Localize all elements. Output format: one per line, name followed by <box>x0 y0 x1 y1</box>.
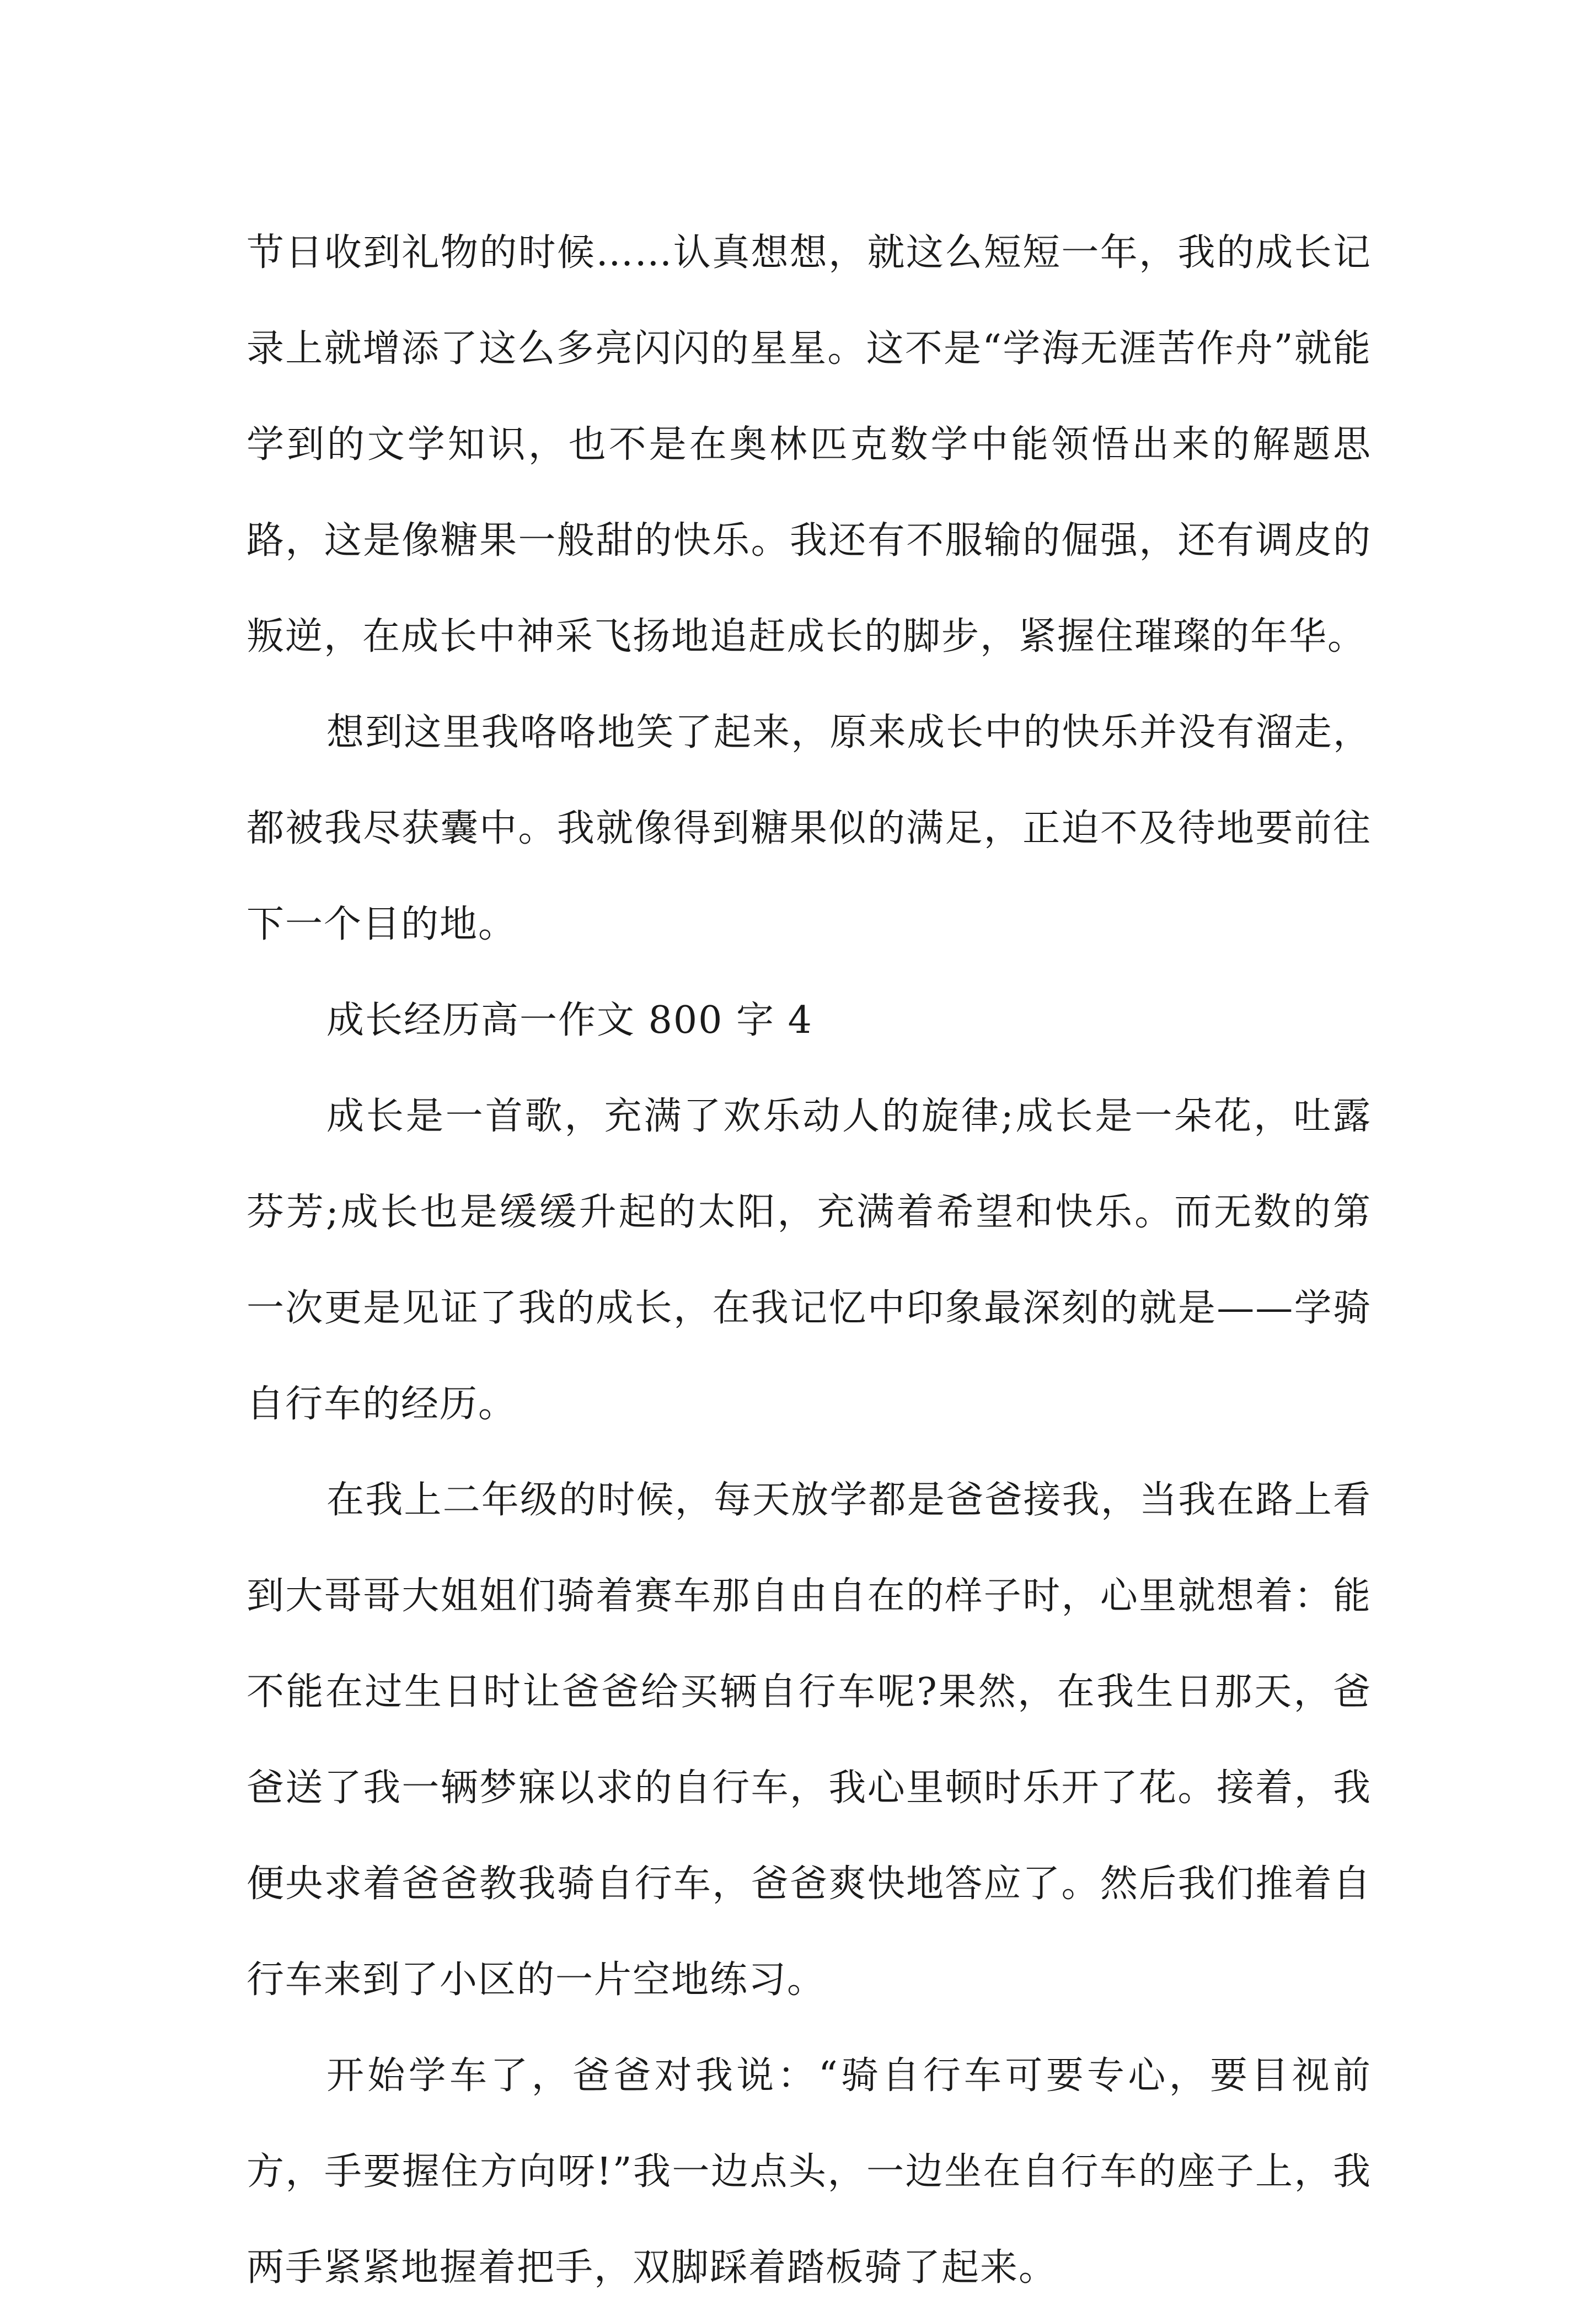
paragraph-laughing: 想到这里我咯咯地笑了起来，原来成长中的快乐并没有溜走，都被我尽获囊中。我就像得到糖果似的满足，正迫不及待地要前往下一个目的地。 <box>247 711 1372 946</box>
paragraph-second-grade: 在我上二年级的时候，每天放学都是爸爸接我，当我在路上看到大哥哥大姐姐们骑着赛车那自由自在的样子时，心里就想着：能不能在过生日时让爸爸给买辆自行车呢?果然，在我生日那天，爸爸送了我一辆梦寐以求的自行车，我心里顿时乐开了花。接着，我便央求着爸爸教我骑自行车，爸爸爽快地答应了。然后我们推着自行车来到了小区的一片空地练习。 <box>247 1478 1372 2002</box>
document-body <box>247 205 1372 2316</box>
paragraph-growth-song: 成长是一首歌，充满了欢乐动人的旋律;成长是一朵花，吐露芬芳;成长也是缓缓升起的太阳，充满着希望和快乐。而无数的第一次更是见证了我的成长，在我记忆中印象最深刻的就是——学骑自行车的经历。 <box>247 1095 1372 1426</box>
essay-heading: 成长经历高一作文 800 字 4 <box>326 999 813 1042</box>
paragraph-learning-bike: 开始学车了，爸爸对我说：“骑自行车可要专心，要目视前方，手要握住方向呀!”我一边点头，一边坐在自行车的座子上，我两手紧紧地握着把手，双脚踩着踏板骑了起来。 <box>247 2054 1372 2290</box>
paragraph-continuation: 节日收到礼物的时候……认真想想，就这么短短一年，我的成长记录上就增添了这么多亮闪闪的星星。这不是“学海无涯苦作舟”就能学到的文学知识，也不是在奥林匹克数学中能领悟出来的解题思路，这是像糖果一般甜的快乐。我还有不服输的倔强，还有调皮的叛逆，在成长中神采飞扬地追赶成长的脚步，紧握住璀璨的年华。 <box>247 231 1372 658</box>
